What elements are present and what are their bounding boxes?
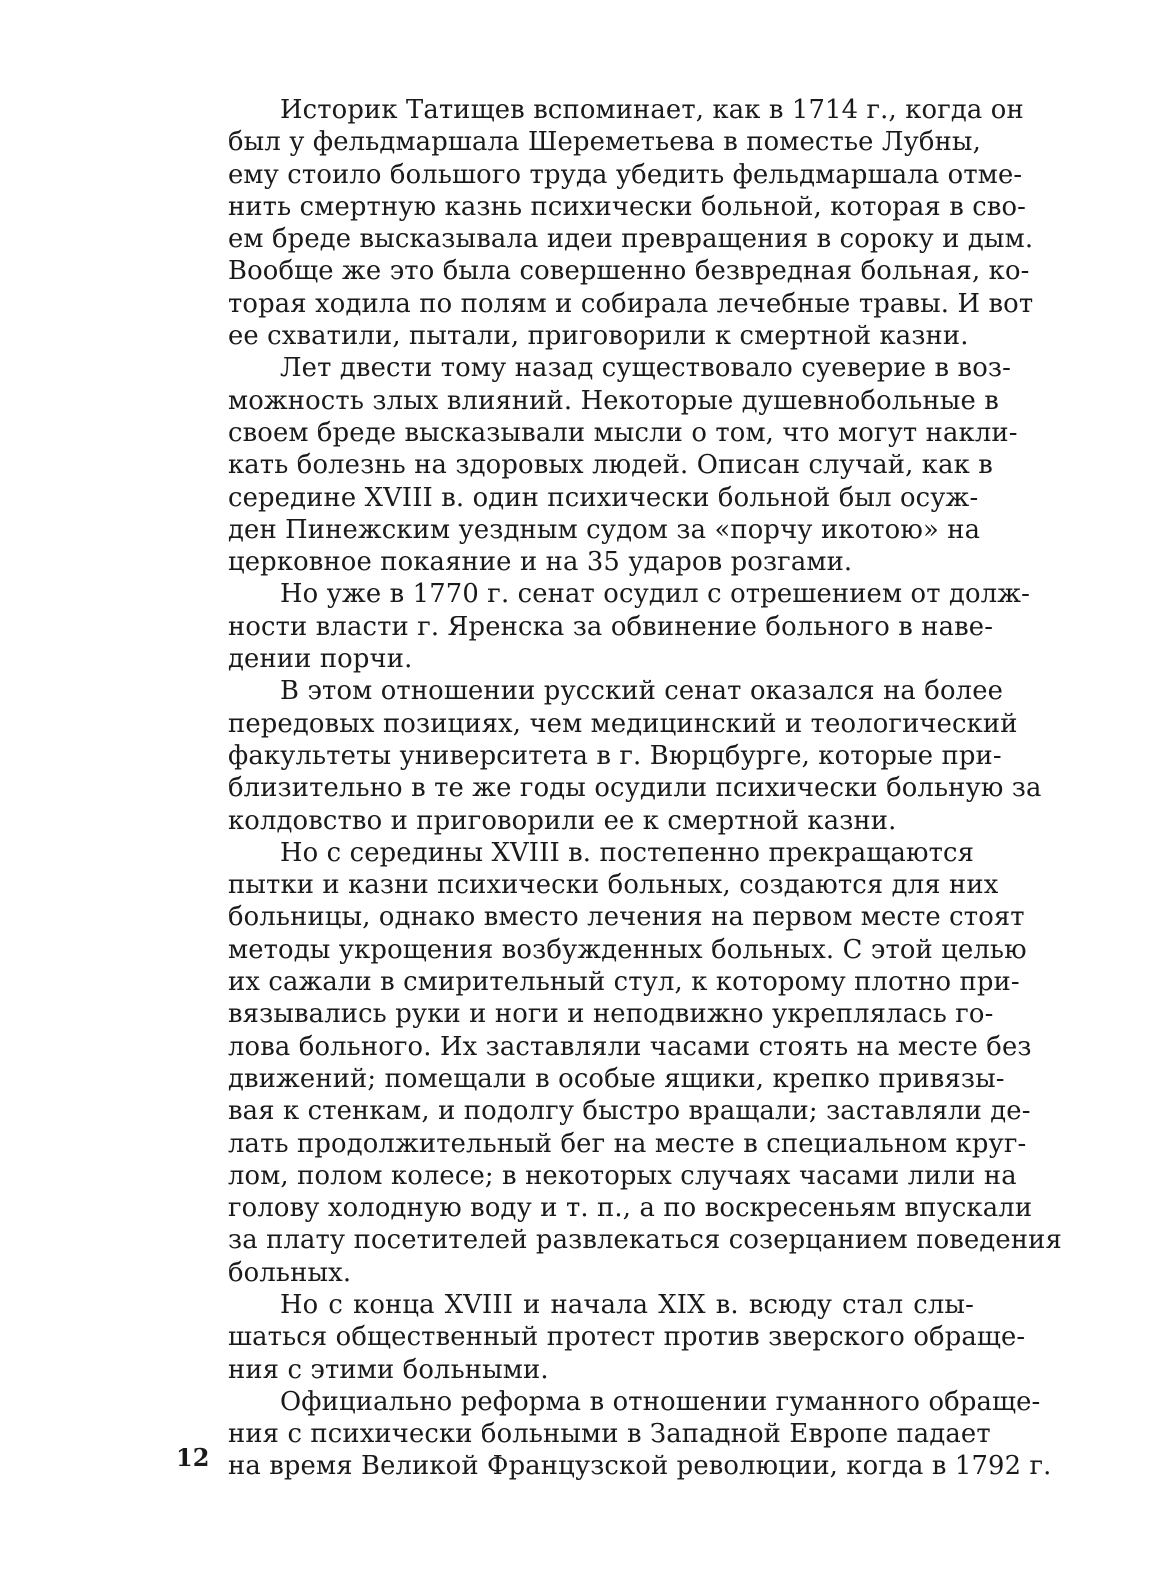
text-line: больницы, однако вместо лечения на первом месте стоят [228, 902, 1025, 933]
text-line: Но с середины XVIII в. постепенно прекращаются [280, 837, 975, 868]
body-text [176, 94, 1062, 1483]
text-line: близительно в те же годы осудили психически больную за [228, 773, 1042, 804]
paragraph [176, 352, 1018, 578]
paragraph [176, 1386, 1052, 1483]
text-line: кать болезнь на здоровых людей. Описан случай, как в [228, 450, 993, 481]
text-line: ден Пинежским уездным судом за «порчу икотою» на [228, 514, 981, 545]
text-line: больных. [228, 1257, 352, 1288]
text-line: ния с психически больными в Западной Европе падает [228, 1419, 991, 1450]
text-line: лать продолжительный бег на месте в специальном круг- [228, 1128, 1027, 1159]
paragraph [176, 1289, 1026, 1386]
paragraph [176, 578, 1030, 675]
text-line: движений; помещали в особые ящики, крепко привязы- [228, 1063, 1005, 1094]
text-line: середине XVIII в. один психически больной был осуж- [228, 482, 979, 513]
text-line: ему стоило большого труда убедить фельдмаршала отме- [228, 159, 1023, 190]
text-line: лова больного. Их заставляли часами стоять на месте без [228, 1031, 1032, 1062]
text-line: нить смертную казнь психически больной, которая в сво- [228, 191, 1027, 222]
text-line: торая ходила по полям и собирала лечебные травы. И вот [228, 288, 1034, 319]
text-line: пытки и казни психически больных, создаются для них [228, 870, 999, 901]
text-line: ее схватили, пытали, приговорили к смертной казни. [228, 321, 969, 352]
text-line: ности власти г. Яренска за обвинение больного в наве- [228, 611, 994, 642]
text-line: Вообще же это была совершенно безвредная больная, ко- [228, 256, 1030, 287]
text-line: методы укрощения возбужденных больных. С этой целью [228, 934, 1027, 965]
text-line: можность злых влияний. Некоторые душевнобольные в [228, 385, 999, 416]
paragraph [176, 675, 1042, 836]
text-line: вязывались руки и ноги и неподвижно укреплялась го- [228, 999, 994, 1030]
text-line: на время Великой Французской революции, когда в 1792 г. [228, 1451, 1052, 1482]
text-line: ния с этими больными. [228, 1354, 549, 1385]
paragraph [176, 837, 1062, 1289]
text-line: за плату посетителей развлекаться созерцанием поведения [228, 1225, 1062, 1256]
text-line: Лет двести тому назад существовало суеверие в воз- [280, 353, 1011, 384]
text-line: Историк Татищев вспоминает, как в 1714 г., когда он [280, 95, 1024, 125]
text-line: своем бреде высказывали мысли о том, что могут накли- [228, 417, 1018, 448]
paragraph [176, 94, 1034, 352]
text-line: передовых позициях, чем медицинский и теологический [228, 708, 1018, 739]
text-line: Но с конца XVIII и начала XIX в. всюду стал слы- [280, 1289, 974, 1320]
text-line: ем бреде высказывала идеи превращения в сороку и дым. [228, 224, 1034, 255]
text-line: голову холодную воду и т. п., а по воскресеньям впускали [228, 1193, 1033, 1224]
text-line: Но уже в 1770 г. сенат осудил с отрешением от долж- [280, 579, 1030, 610]
text-line: шаться общественный протест против зверского обраще- [228, 1322, 1026, 1353]
text-line: их сажали в смирительный стул, к которому плотно при- [228, 967, 1020, 998]
text-line: был у фельдмаршала Шереметьева в поместье Лубны, [228, 127, 981, 158]
text-line: колдовство и приговорили ее к смертной казни. [228, 805, 897, 836]
text-line: дении порчи. [228, 644, 413, 675]
text-line: Официально реформа в отношении гуманного обраще- [280, 1386, 1041, 1417]
text-line: вая к стенкам, и подолгу быстро вращали; заставляли де- [228, 1096, 1031, 1127]
text-line: факультеты университета в г. Вюрцбурге, которые при- [228, 740, 1002, 771]
text-line: В этом отношении русский сенат оказался на более [280, 676, 1004, 707]
page-number: 12 [176, 1443, 210, 1472]
text-line: церковное покаяние и на 35 ударов розгами. [228, 547, 853, 578]
text-line: лом, полом колесе; в некоторых случаях часами лили на [228, 1160, 1017, 1191]
